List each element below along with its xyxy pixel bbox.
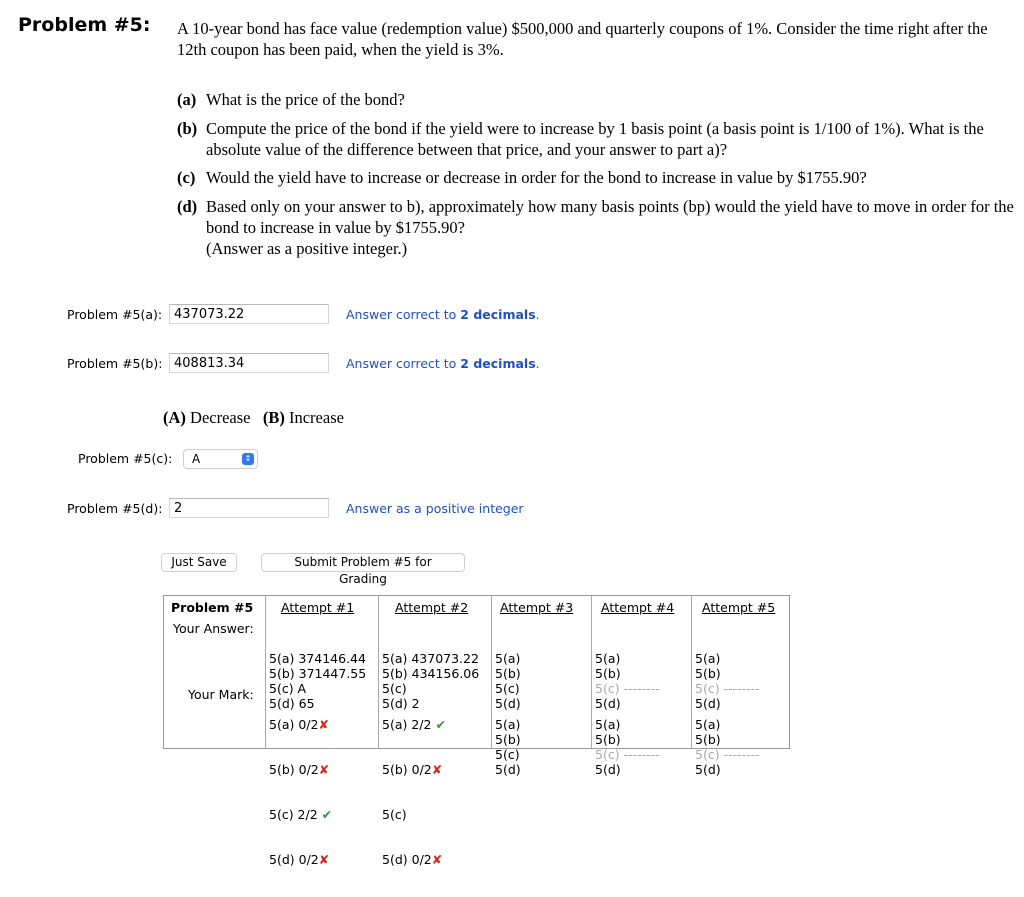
part-d-text: Based only on your answer to b), approximately how many basis points (bp) would the yield have to move in order for the bond to increase in value by $1755.90? bbox=[206, 197, 1014, 237]
your-answer-label: Your Answer: bbox=[173, 621, 254, 636]
attempts-table bbox=[163, 595, 790, 867]
choice-a-key: (A) bbox=[163, 408, 186, 427]
answer-c-label: Problem #5(c): bbox=[78, 451, 173, 466]
cross-icon: ✘ bbox=[318, 762, 330, 777]
part-a-label: (a) bbox=[177, 90, 197, 109]
choice-b-key: (B) bbox=[262, 408, 285, 427]
just-save-button[interactable]: Just Save bbox=[161, 553, 237, 572]
choice-list bbox=[163, 408, 344, 428]
attempt-1-marks: 5(a) 0/2✘ 5(b) 0/2✘ 5(c) 2/2 ✔ 5(d) 0/2✘ bbox=[269, 717, 333, 867]
part-a-text: What is the price of the bond? bbox=[206, 90, 405, 109]
answer-a-input[interactable]: 437073.22 bbox=[169, 304, 329, 324]
attempt-3-marks: 5(a) 5(b) 5(c) 5(d) bbox=[495, 717, 521, 777]
answer-c-select[interactable] bbox=[183, 449, 258, 469]
attempt-2-header[interactable]: Attempt #2 bbox=[395, 600, 469, 615]
part-d bbox=[177, 196, 1017, 259]
attempt-2-marks: 5(a) 2/2 ✔ 5(b) 0/2✘ 5(c) 5(d) 0/2✘ bbox=[382, 717, 446, 867]
part-c-text: Would the yield have to increase or decrease in order for the bond to increase in value by $1755.90? bbox=[206, 168, 867, 187]
attempt-4-header[interactable]: Attempt #4 bbox=[601, 600, 675, 615]
attempt-4-marks: 5(a) 5(b) 5(c) -------- 5(d) bbox=[595, 717, 660, 777]
submit-grading-button[interactable]: Submit Problem #5 for Grading bbox=[261, 553, 465, 572]
answer-d-label: Problem #5(d): bbox=[67, 501, 163, 516]
answer-d-input[interactable]: 2 bbox=[169, 498, 329, 518]
attempt-5-header[interactable]: Attempt #5 bbox=[702, 600, 776, 615]
check-icon: ✔ bbox=[435, 717, 446, 732]
attempt-5-answers: 5(a) 5(b) 5(c) -------- 5(d) bbox=[695, 651, 760, 711]
attempt-3-answers: 5(a) 5(b) 5(c) 5(d) bbox=[495, 651, 521, 711]
attempts-title: Problem #5 bbox=[171, 600, 254, 615]
chevron-updown-icon: ↕ bbox=[242, 453, 254, 465]
attempt-1-header[interactable]: Attempt #1 bbox=[281, 600, 355, 615]
part-d-note: (Answer as a positive integer.) bbox=[206, 239, 408, 258]
part-b-label: (b) bbox=[177, 119, 198, 138]
answer-c-selected: A bbox=[192, 452, 201, 466]
problem-heading: Problem #5: bbox=[18, 14, 151, 36]
part-a bbox=[177, 89, 1017, 110]
your-mark-label: Your Mark: bbox=[188, 687, 254, 702]
part-d-label: (d) bbox=[177, 197, 198, 216]
answer-d-feedback: Answer as a positive integer bbox=[346, 501, 524, 516]
choice-a-text: Decrease bbox=[190, 408, 251, 427]
check-icon: ✔ bbox=[321, 807, 333, 822]
cross-icon: ✘ bbox=[318, 852, 330, 867]
answer-b-input[interactable]: 408813.34 bbox=[169, 353, 329, 373]
attempt-1-answers: 5(a) 374146.44 5(b) 371447.55 5(c) A 5(d) 65 bbox=[269, 651, 367, 711]
answer-a-label: Problem #5(a): bbox=[67, 307, 163, 322]
answer-a-feedback: Answer correct to 2 decimals. bbox=[346, 307, 540, 322]
cross-icon: ✘ bbox=[431, 852, 443, 867]
part-c bbox=[177, 167, 1017, 188]
choice-b-text: Increase bbox=[288, 408, 344, 427]
problem-intro: A 10-year bond has face value (redemption value) $500,000 and quarterly coupons of 1%. Consider the time right after the 12th coupon has been paid, when the yield is 3%. bbox=[177, 19, 988, 59]
attempt-3-header[interactable]: Attempt #3 bbox=[500, 600, 574, 615]
attempt-5-marks: 5(a) 5(b) 5(c) -------- 5(d) bbox=[695, 717, 760, 777]
cross-icon: ✘ bbox=[318, 717, 329, 732]
part-b-text: Compute the price of the bond if the yield were to increase by 1 basis point (a basis point is 1/100 of 1%). What is the absolute value of the difference between that price, and your answer to part a)? bbox=[206, 119, 984, 159]
part-c-label: (c) bbox=[177, 168, 196, 187]
part-b bbox=[177, 118, 1017, 160]
answer-b-feedback: Answer correct to 2 decimals. bbox=[346, 356, 540, 371]
attempt-4-answers: 5(a) 5(b) 5(c) -------- 5(d) bbox=[595, 651, 660, 711]
answer-b-label: Problem #5(b): bbox=[67, 356, 163, 371]
attempt-2-answers: 5(a) 437073.22 5(b) 434156.06 5(c) 5(d) 2 bbox=[382, 651, 480, 711]
cross-icon: ✘ bbox=[431, 762, 443, 777]
